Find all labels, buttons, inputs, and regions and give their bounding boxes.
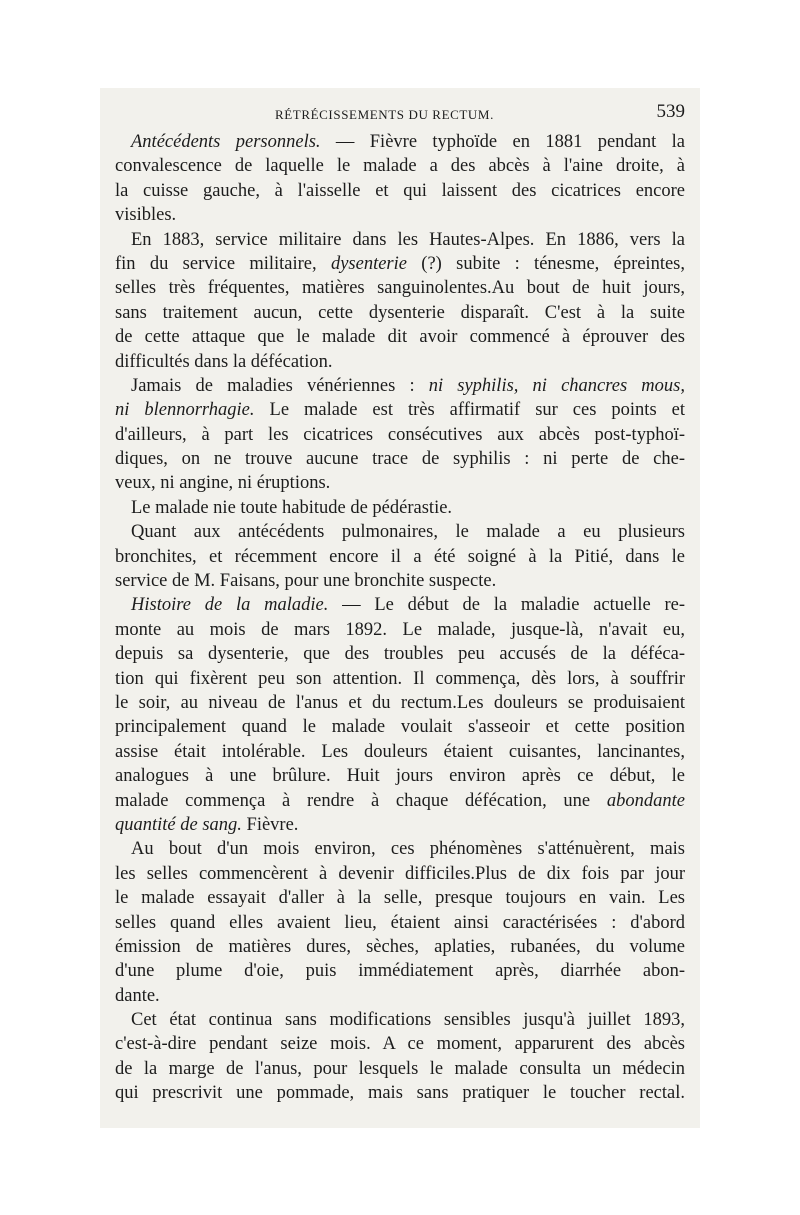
text-line: Au bout d'un mois environ, ces phénomènes s'atténuèrent, mais — [131, 839, 685, 860]
text-line: malade commença à rendre à chaque défécation, une abondante — [115, 790, 685, 811]
text-line: qui prescrivit une pommade, mais sans pratiquer le toucher rectal. — [115, 1083, 685, 1104]
text-line: de la marge de l'anus, pour lesquels le malade consulta un médecin — [115, 1058, 685, 1079]
text-line: fin du service militaire, dysenterie (?) subite : ténesme, épreintes, — [115, 253, 685, 274]
text-line: depuis sa dysenterie, que des troubles peu accusés de la déféca- — [115, 644, 685, 665]
text-line: En 1883, service militaire dans les Hautes-Alpes. En 1886, vers la — [131, 229, 685, 250]
text-line: selles quand elles avaient lieu, étaient ainsi caractérisées : d'abord — [115, 912, 685, 933]
text-line: Histoire de la maladie. — Le début de la maladie actuelle re- — [131, 595, 685, 616]
running-title: RÉTRÉCISSEMENTS DU RECTUM. — [275, 107, 494, 122]
text-line: d'une plume d'oie, puis immédiatement après, diarrhée abon- — [115, 961, 685, 982]
text-line: analogues à une brûlure. Huit jours environ après ce début, le — [115, 766, 685, 787]
text-line: de cette attaque que le malade dit avoir commencé à éprouver des — [115, 327, 685, 348]
text-line: tion qui fixèrent peu son attention. Il commença, dès lors, à souffrir — [115, 668, 685, 689]
text-line: émission de matières dures, sèches, aplaties, rubanées, du volume — [115, 936, 685, 957]
text-line: les selles commencèrent à devenir difficiles.Plus de dix fois par jour — [115, 863, 685, 884]
text-line: monte au mois de mars 1892. Le malade, jusque-là, n'avait eu, — [115, 619, 685, 640]
text-line: difficultés dans la défécation. — [115, 351, 333, 372]
text-line: d'ailleurs, à part les cicatrices consécutives aux abcès post-typhoï- — [115, 424, 685, 445]
text-line: visibles. — [115, 205, 177, 226]
text-line: bronchites, et récemment encore il a été soigné à la Pitié, dans le — [115, 546, 685, 567]
text-line: diques, on ne trouve aucune trace de syphilis : ni perte de che- — [115, 449, 685, 470]
text-line: Antécédents personnels. — Fièvre typhoïde en 1881 pendant la — [131, 132, 685, 152]
text-line: Le malade nie toute habitude de pédérastie. — [131, 497, 453, 518]
text-line: service de M. Faisans, pour une bronchite suspecte. — [115, 571, 497, 592]
text-line: selles très fréquentes, matières sanguinolentes.Au bout de huit jours, — [115, 278, 685, 299]
page-number: 539 — [656, 101, 685, 122]
page-header — [115, 101, 685, 125]
text-line: Quant aux antécédents pulmonaires, le malade a eu plusieurs — [131, 522, 685, 543]
text-line: Jamais de maladies vénériennes : ni syphilis, ni chancres mous, — [131, 375, 685, 396]
text-line: quantité de sang. Fièvre. — [115, 814, 299, 835]
text-line: Cet état continua sans modifications sensibles jusqu'à juillet 1893, — [131, 1010, 685, 1031]
text-line: principalement quand le malade voulait s'asseoir et cette position — [115, 717, 685, 738]
text-line: convalescence de laquelle le malade a des abcès à l'aine droite, à — [115, 156, 685, 177]
text-line: le soir, au niveau de l'anus et du rectum.Les douleurs se produisaient — [115, 692, 685, 713]
body-text — [115, 130, 685, 1106]
text-line: la cuisse gauche, à l'aisselle et qui laissent des cicatrices encore — [115, 180, 685, 201]
text-line: dante. — [115, 985, 160, 1006]
text-line: assise était intolérable. Les douleurs étaient cuisantes, lancinantes, — [115, 741, 685, 762]
text-line: sans traitement aucun, cette dysenterie disparaît. C'est à la suite — [115, 302, 685, 323]
text-line: ni blennorrhagie. Le malade est très affirmatif sur ces points et — [115, 400, 685, 421]
text-line: veux, ni angine, ni éruptions. — [115, 473, 331, 494]
text-line: c'est-à-dire pendant seize mois. A ce moment, apparurent des abcès — [115, 1034, 685, 1055]
text-line: le malade essayait d'aller à la selle, presque toujours en vain. Les — [115, 888, 685, 909]
